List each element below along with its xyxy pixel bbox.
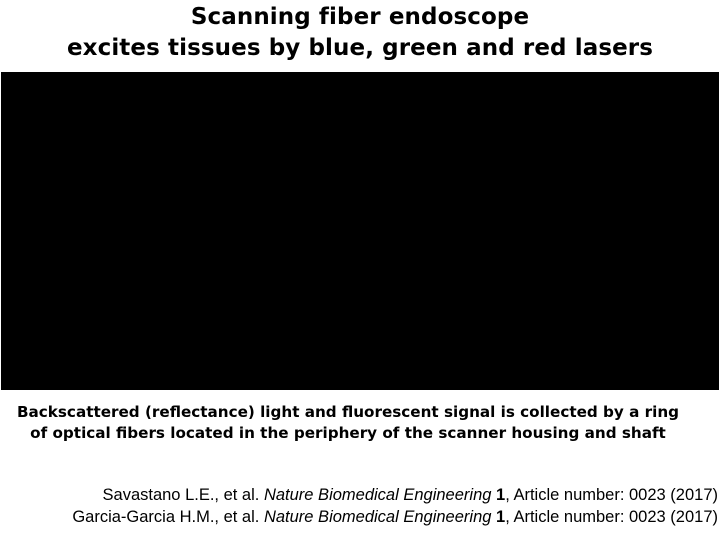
reference-line	[72, 484, 718, 506]
slide-caption: Backscattered (reflectance) light and fluorescent signal is collected by a ring of optical fibers located in the periphery of the scanner housing and shaft	[16, 403, 680, 442]
reference-journal: Nature Biomedical Engineering	[263, 508, 492, 526]
slide-title-line-2: excites tissues by blue, green and red lasers	[66, 35, 654, 61]
reference-authors: Garcia-Garcia H.M., et al.	[72, 508, 264, 526]
video-frame[interactable]	[1, 72, 719, 390]
reference-details: , Article number: 0023 (2017)	[505, 486, 718, 504]
references	[72, 484, 718, 528]
slide-title	[0, 2, 720, 64]
reference-line	[72, 506, 718, 528]
reference-volume: 1	[496, 486, 506, 504]
slide-title-line-1: Scanning fiber endoscope	[190, 4, 530, 30]
reference-authors: Savastano L.E., et al.	[102, 486, 264, 504]
reference-journal: Nature Biomedical Engineering	[263, 486, 492, 504]
reference-volume: 1	[496, 508, 506, 526]
reference-details: , Article number: 0023 (2017)	[505, 508, 718, 526]
